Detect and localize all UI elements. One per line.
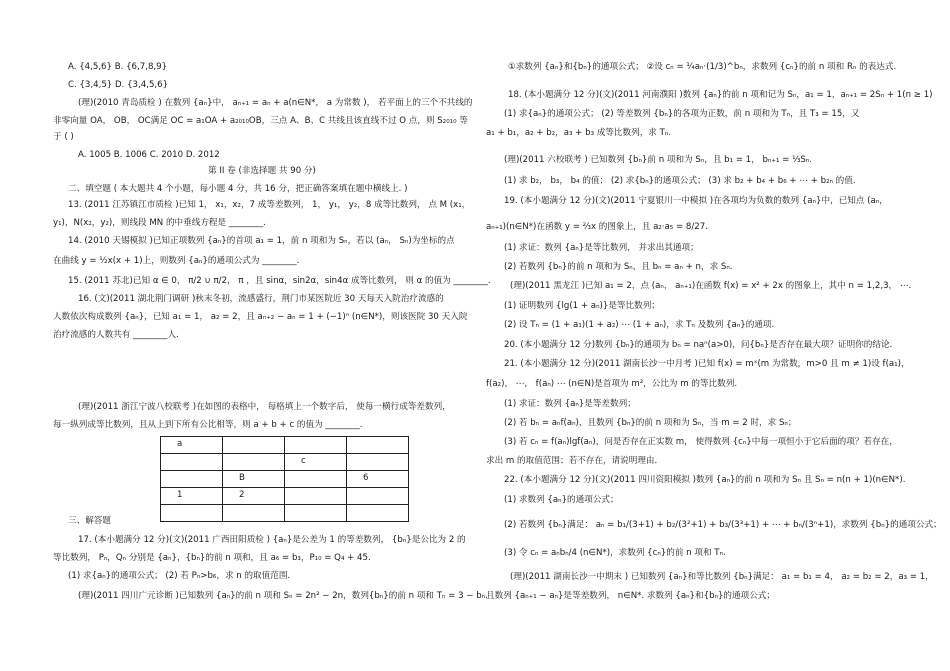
number-grid-table <box>160 436 409 522</box>
right-text-line: (2) 设 Tₙ = (1 + a₁)(1 + a₂) ⋯ (1 + aₙ)，求 Tₙ 及数列 {aₙ}的通项. <box>504 320 775 330</box>
grid-cell <box>161 505 223 522</box>
right-text-line: (1) 求证：数列 {aₙ}是等差数列； <box>504 399 636 409</box>
grid-cell <box>285 471 347 488</box>
right-text-line: (1) 求 b₂， b₃， b₄ 的值； (2) 求{bₙ}的通项公式； (3) 求 b₂ + b₄ + b₆ + ⋯ + b₂ₙ 的值. <box>504 176 856 186</box>
left-text-line: 17. (本小题满分 12 分)(文)(2011 广西田阳质检 ) {aₙ}是公差为 1 的等差数列， {bₙ}是公比为 2 的 <box>78 535 466 545</box>
left-text-line: y₁)，N(x₂，y₂)，则线段 MN 的中垂线方程是 ________. <box>53 218 266 228</box>
left-text-line: 在曲线 y = ½x(x + 1)上，则数列 {aₙ}的通项公式为 ________. <box>53 256 300 266</box>
right-text-line: aₙ₊₁)(n∈N*)在函数 y = ⅔x 的图象上，且 a₂·a₅ = 8/27. <box>486 222 708 232</box>
bottom-left-text-line: 等比数列， Pₙ，Qₙ 分别是 {aₙ}，{bₙ}的前 n 项和，且 a₆ = b₃，P₁₀ = Q₄ + 45. <box>53 553 371 563</box>
left-text-line: A. 1005 B. 1006 C. 2010 D. 2012 <box>78 150 220 160</box>
grid-cell <box>347 454 409 471</box>
grid-cell <box>285 437 347 454</box>
right-text-line: a₁ + b₁，a₂ + b₂，a₃ + b₃ 成等比数列，求 Tₙ. <box>486 128 672 138</box>
right-text-line: (理)(2011 六校联考 ) 已知数列 {bₙ}前 n 项和为 Sₙ，且 b₁ = 1， bₙ₊₁ = ⅓Sₙ. <box>504 155 813 165</box>
grid-row <box>161 488 409 505</box>
grid-cell <box>285 505 347 522</box>
grid-cell <box>223 437 285 454</box>
grid-cell <box>347 505 409 522</box>
grid-row <box>161 505 409 522</box>
left-text-line: A. {4,5,6} B. {6,7,8,9} <box>68 62 168 72</box>
left-text-line: 治疗流感的人数共有 ________人. <box>53 330 179 340</box>
right-text-line: (3) 令 cₙ = aₙbₙ/4 (n∈N*)，求数列 {cₙ}的前 n 项和 Tₙ. <box>504 548 726 558</box>
right-text-line: (1) 求证：数列 {aₙ}是等比数列， 并求出其通项； <box>504 243 699 253</box>
left-text-line: (理)(2010 青岛质检 ) 在数列 {aₙ}中， aₙ₊₁ = aₙ + a(n∈N*， a 为常数 )， 若平面上的三个不共线的 <box>78 98 473 108</box>
right-text-line: (2) 若数列 {bₙ}满足： aₙ = b₁/(3+1) + b₂/(3²+1) + b₃/(3³+1) + ⋯ + bₙ/(3ⁿ+1)，求数列 {bₙ}的通项公式； <box>504 520 942 530</box>
right-text-line: 20. (本小题满分 12 分)数列 {bₙ}的通项为 bₙ = naⁿ(a>0)，问{bₙ}是否存在最大项？证明你的结论. <box>504 340 893 350</box>
left-text-line: 于 ( ) <box>53 132 74 142</box>
left-text-line: 15. (2011 苏北)已知 α ∈ 0， π/2 ∪ π/2， π ，且 sinα，sin2α，sin4α 成等比数列， 则 α 的值为 ________. <box>68 276 491 286</box>
left-text-line: 每一纵列成等比数列，且从上到下所有公比相等，则 a + b + c 的值为 ________. <box>53 420 363 430</box>
bottom-left-text-line: (1) 求{aₙ}的通项公式； (2) 若 Pₙ>b₆，求 n 的取值范围. <box>68 571 291 581</box>
left-text-line: C. {3,4,5} D. {3,4,5,6} <box>68 80 169 90</box>
left-text-line: 16. (文)(2011 湖北荆门调研 )秋末冬初，流感盛行，荆门市某医院近 30 天每天入院治疗流感的 <box>78 294 444 304</box>
grid-cell: 6 <box>347 471 409 488</box>
left-text-line: 第 II 卷 (非选择题 共 90 分) <box>208 166 316 176</box>
grid-cell <box>161 471 223 488</box>
right-text-line: (理)(2011 黑龙江 )已知 a₁ = 2，点 (aₙ， aₙ₊₁)在函数 f(x) = x² + 2x 的图象上，其中 n = 1,2,3， ⋯. <box>510 281 912 291</box>
grid-row <box>161 437 409 454</box>
grid-cell <box>347 437 409 454</box>
right-text-line: 19. (本小题满分 12 分)(文)(2011 宁夏银川一中模拟 )在各项均为负数的数列 {aₙ}中，已知点 (aₙ， <box>504 196 888 206</box>
left-text-line: 三、解答题 <box>68 516 111 526</box>
left-text-line: 14. (2010 天锡模拟 )已知正项数列 {aₙ}的首项 a₁ = 1，前 n 项和为 Sₙ，若以 (aₙ， Sₙ)为坐标的点 <box>68 236 455 246</box>
grid-cell <box>223 505 285 522</box>
grid-cell <box>347 488 409 505</box>
right-text-line: (1) 求{aₙ}的通项公式； (2) 等差数列 {bₙ}的各项为正数，前 n 项和为 Tₙ，且 T₃ = 15，又 <box>504 109 860 119</box>
right-text-line: f(a₂)， ⋯， f(aₙ) ⋯ (n∈N)是首项为 m²，公比为 m 的等比数列. <box>486 379 738 389</box>
grid-cell: c <box>285 454 347 471</box>
bottom-left-text-line: (理)(2011 四川广元诊断 )已知数列 {aₙ}的前 n 项和 Sₙ = 2n² − 2n，数列{bₙ}的前 n 项和 Tₙ = 3 − bₙ. <box>78 591 488 601</box>
left-text-line: 非零向量 OA， OB， OC满足 OC = a₁OA + a₂₀₁₀OB，三点 A、B、C 共线且该直线不过 O 点，则 S₂₀₁₀ 等 <box>53 116 468 126</box>
right-text-line: 求出 m 的取值范围；若不存在，请说明理由. <box>486 456 658 466</box>
grid-row <box>161 454 409 471</box>
right-text-line: (1) 求数列 {aₙ}的通项公式； <box>504 495 619 505</box>
left-text-line: (理)(2011 浙江宁波八校联考 )在如图的表格中， 每格填上一个数字后， 使每一横行成等差数列， <box>78 402 451 412</box>
right-text-line: 且数列 {aₙ₊₁ − aₙ}是等差数列， n∈N*. 求数列 {aₙ}和{bₙ}的通项公式； <box>486 591 775 601</box>
right-text-line: (1) 证明数列 {lg(1 + aₙ)}是等比数列； <box>504 301 660 311</box>
left-text-line: 二、填空题 ( 本大题共 4 个小题，每小题 4 分，共 16 分，把正确答案填在题中横线上. ) <box>68 184 408 194</box>
grid-cell: B <box>223 471 285 488</box>
left-text-line: 13. (2011 江苏镇江市质检 )已知 1， x₁，x₂，7 成等差数列， 1， y₁， y₂，8 成等比数列， 点 M (x₁， <box>68 200 471 210</box>
grid-cell <box>161 454 223 471</box>
right-text-line: 21. (本小题满分 12 分)(2011 湖南长沙一中月考 )已知 f(x) = mˣ(m 为常数，m>0 且 m ≠ 1)设 f(a₁)， <box>504 359 910 369</box>
right-text-line: ①求数列 {aₙ}和{bₙ}的通项公式； ②设 cₙ = ¼aₙ·(1/3)^bₙ，求数列 {cₙ}的前 n 项和 Rₙ 的表达式. <box>508 62 897 72</box>
right-text-line: 18. (本小题满分 12 分)(文)(2011 河南濮阳 )数列 {aₙ}的前 n 项和记为 Sₙ，a₁ = 1，aₙ₊₁ = 2Sₙ + 1(n ≥ 1) <box>508 90 933 100</box>
left-text-line: 人数依次构成数列 {aₙ}，已知 a₁ = 1， a₂ = 2，且 aₙ₊₂ − aₙ = 1 + (−1)ⁿ (n∈N*)，则该医院 30 天入院 <box>53 312 468 322</box>
right-text-line: (2) 若 bₙ = aₙf(aₙ)，且数列 {bₙ}的前 n 项和为 Sₙ，当 m = 2 时，求 Sₙ； <box>504 418 797 428</box>
grid-row <box>161 471 409 488</box>
grid-cell <box>223 454 285 471</box>
grid-cell: 1 <box>161 488 223 505</box>
grid-cell <box>285 488 347 505</box>
right-text-line: (2) 若数列 {bₙ}的前 n 项和为 Sₙ，且 bₙ = aₙ + n，求 Sₙ. <box>504 262 733 272</box>
grid-cell: 2 <box>223 488 285 505</box>
right-text-line: (理)(2011 湖南长沙一中期末 ) 已知数列 {aₙ}和等比数列 {bₙ}满足： a₁ = b₁ = 4， a₂ = b₂ = 2，a₃ = 1， <box>510 572 934 582</box>
right-text-line: (3) 若 cₙ = f(aₙ)lgf(aₙ)，问是否存在正实数 m， 使得数列 {cₙ}中每一项恒小于它后面的项？若存在， <box>504 437 898 447</box>
grid-cell: a <box>161 437 223 454</box>
right-text-line: 22. (本小题满分 12 分)(文)(2011 四川资阳模拟 )数列 {aₙ}的前 n 项和为 Sₙ 且 Sₙ = n(n + 1)(n∈N*). <box>504 475 906 485</box>
